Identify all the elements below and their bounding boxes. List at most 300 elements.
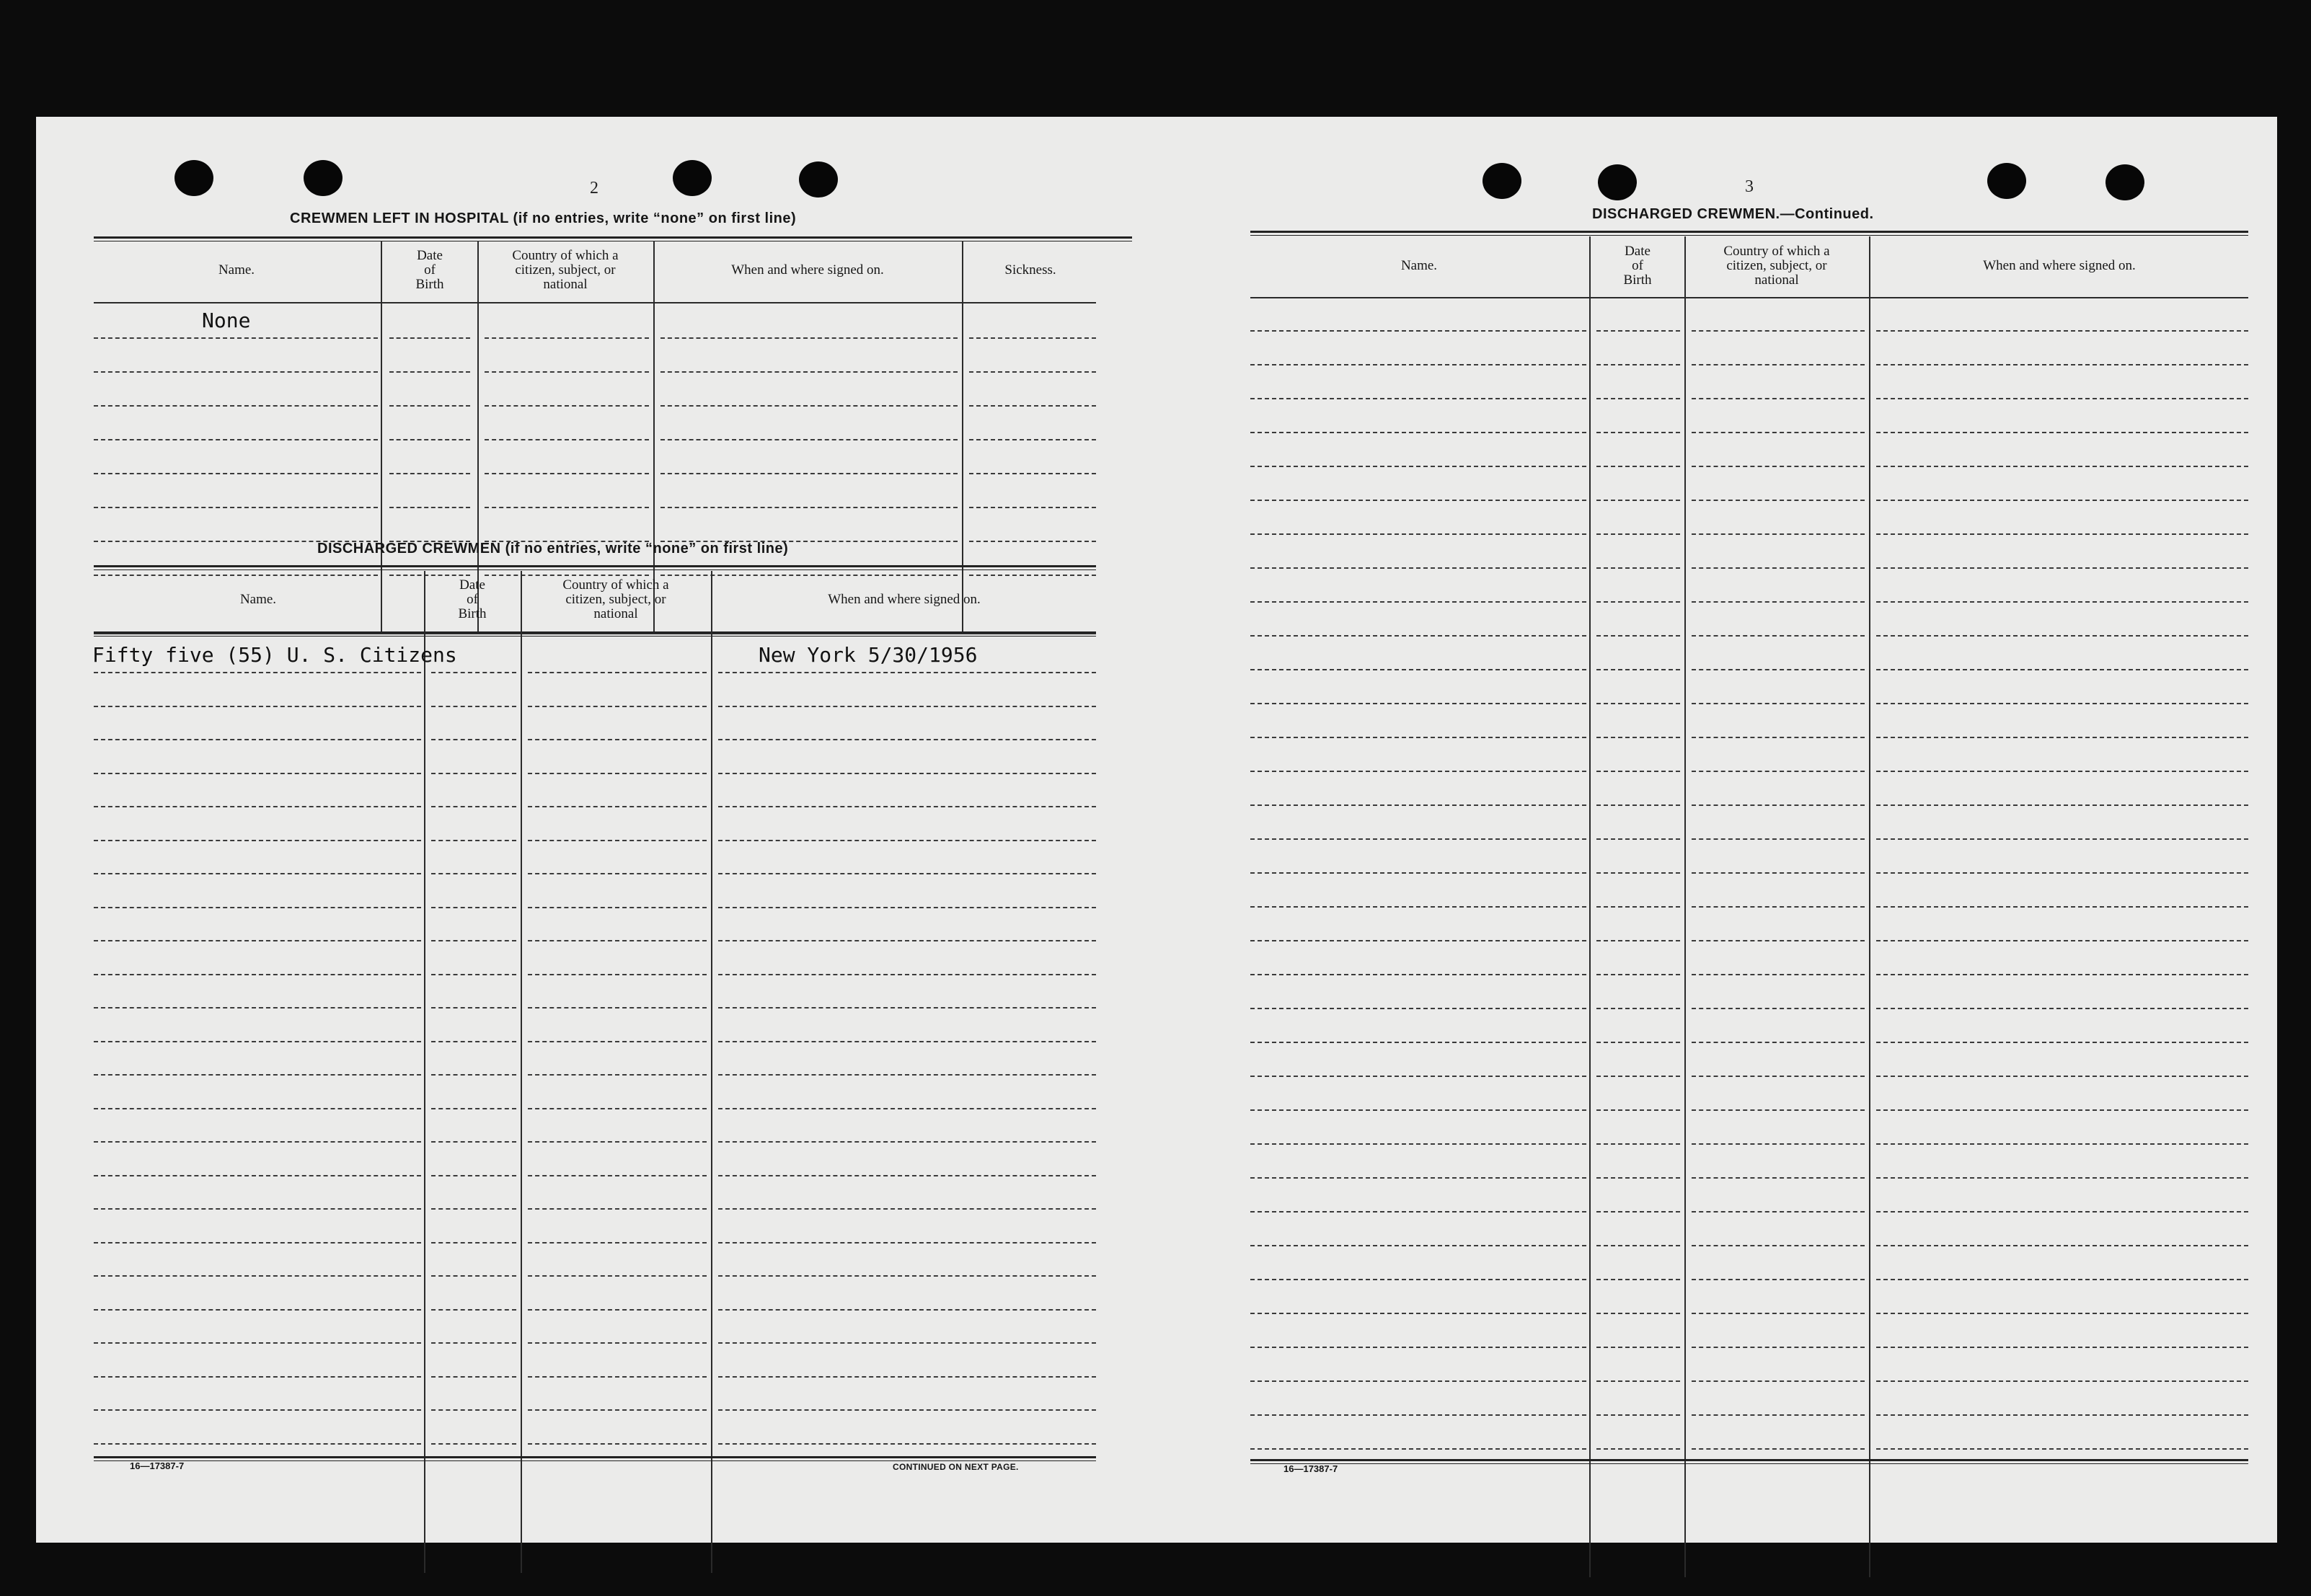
- header-rule: [1250, 231, 2248, 236]
- ruled-line: [94, 1141, 421, 1143]
- ruled-line: [1876, 737, 2248, 738]
- ruled-line: [660, 473, 958, 474]
- ruled-line: [718, 1141, 1096, 1143]
- ruled-line: [1876, 1143, 2248, 1145]
- ruled-line: [528, 1242, 707, 1243]
- ruled-line: [1876, 364, 2248, 365]
- ruled-line: [431, 1443, 516, 1445]
- ruled-line: [969, 507, 1096, 508]
- column-divider: [1684, 236, 1686, 1577]
- ruled-line: [389, 371, 470, 373]
- ruled-line: [1876, 1347, 2248, 1348]
- ruled-line: [94, 337, 378, 339]
- ruled-line: [431, 1376, 516, 1378]
- ruled-line: [1250, 940, 1586, 941]
- ruled-line: [94, 940, 421, 941]
- ruled-line: [1596, 567, 1680, 569]
- ruled-line: [1250, 533, 1586, 535]
- ruled-line: [1596, 669, 1680, 670]
- form-code: 16—17387-7: [1283, 1463, 1338, 1474]
- ruled-line: [1692, 1143, 1865, 1145]
- ruled-line: [528, 1007, 707, 1008]
- ruled-line: [1692, 804, 1865, 806]
- ruled-line: [718, 806, 1096, 807]
- ruled-line: [1692, 906, 1865, 908]
- ruled-line: [1876, 1279, 2248, 1280]
- ruled-line: [528, 907, 707, 908]
- hospital-col-dob: Date of Birth: [415, 248, 444, 292]
- ruled-line: [1876, 500, 2248, 501]
- ruled-line: [528, 1443, 707, 1445]
- ruled-line: [969, 541, 1096, 542]
- ruled-line: [431, 1175, 516, 1176]
- page-left: [36, 117, 1175, 1543]
- ruled-line: [1596, 432, 1680, 433]
- ruled-line: [660, 337, 958, 339]
- ruled-line: [528, 1208, 707, 1210]
- ruled-line: [94, 840, 421, 841]
- ruled-line: [431, 773, 516, 774]
- discharged-col-name: Name.: [239, 592, 277, 607]
- ruled-line: [528, 840, 707, 841]
- ruled-line: [718, 974, 1096, 975]
- ruled-line: [1876, 533, 2248, 535]
- ruled-line: [1692, 1414, 1865, 1416]
- ruled-line: [1596, 1347, 1680, 1348]
- ruled-line: [1692, 1279, 1865, 1280]
- punch-hole: [174, 160, 213, 196]
- ruled-line: [485, 473, 649, 474]
- ruled-line: [1876, 1245, 2248, 1246]
- continued-note: CONTINUED ON NEXT PAGE.: [893, 1462, 1019, 1472]
- ruled-line: [1692, 398, 1865, 399]
- ruled-line: [1250, 330, 1586, 332]
- ruled-line: [1692, 669, 1865, 670]
- ruled-line: [1596, 635, 1680, 637]
- ruled-line: [431, 974, 516, 975]
- continued-col-dob: Date of Birth: [1623, 244, 1652, 288]
- ruled-line: [94, 773, 421, 774]
- page-number: 3: [1745, 177, 1754, 196]
- punch-hole: [1598, 164, 1637, 200]
- ruled-line: [431, 806, 516, 807]
- ruled-line: [718, 1443, 1096, 1445]
- discharged-entry-signed: New York 5/30/1956: [759, 643, 978, 667]
- column-divider: [521, 571, 522, 1573]
- ruled-line: [1692, 601, 1865, 603]
- ruled-line: [1250, 906, 1586, 908]
- ruled-line: [1250, 1211, 1586, 1212]
- hospital-entry-name: None: [202, 309, 251, 332]
- column-divider: [1589, 236, 1591, 1577]
- ruled-line: [1596, 466, 1680, 467]
- ruled-line: [1596, 1042, 1680, 1043]
- ruled-line: [1692, 1177, 1865, 1179]
- ruled-line: [528, 1141, 707, 1143]
- ruled-line: [1596, 601, 1680, 603]
- ruled-line: [1692, 330, 1865, 332]
- ruled-line: [1876, 838, 2248, 840]
- ruled-line: [1250, 364, 1586, 365]
- ruled-line: [431, 1108, 516, 1109]
- ruled-line: [94, 473, 378, 474]
- ruled-line: [431, 1074, 516, 1076]
- ruled-line: [94, 1409, 421, 1411]
- ruled-line: [1876, 466, 2248, 467]
- ruled-line: [528, 1275, 707, 1277]
- ruled-line: [1876, 398, 2248, 399]
- ruled-line: [1692, 1347, 1865, 1348]
- ruled-line: [1250, 1143, 1586, 1145]
- ruled-line: [94, 1275, 421, 1277]
- ruled-line: [1250, 1245, 1586, 1246]
- hospital-header-underline: [94, 302, 1096, 303]
- ruled-line: [528, 1175, 707, 1176]
- ruled-line: [1692, 635, 1865, 637]
- ruled-line: [528, 873, 707, 874]
- ruled-line: [1876, 1076, 2248, 1077]
- ruled-line: [718, 940, 1096, 941]
- ruled-line: [1692, 1076, 1865, 1077]
- ruled-line: [1692, 567, 1865, 569]
- ruled-line: [969, 405, 1096, 407]
- ruled-line: [1596, 500, 1680, 501]
- ruled-line: [94, 1443, 421, 1445]
- ruled-line: [718, 1309, 1096, 1311]
- ruled-line: [660, 405, 958, 407]
- ruled-line: [94, 1074, 421, 1076]
- ruled-line: [94, 1041, 421, 1042]
- ruled-line: [431, 1208, 516, 1210]
- ruled-line: [660, 371, 958, 373]
- ruled-line: [1596, 533, 1680, 535]
- continued-col-signed: When and where signed on.: [1983, 258, 2136, 273]
- ruled-line: [1692, 1042, 1865, 1043]
- ruled-line: [1596, 1279, 1680, 1280]
- ruled-line: [1876, 906, 2248, 908]
- ruled-line: [431, 1242, 516, 1243]
- ruled-line: [528, 1108, 707, 1109]
- ruled-line: [431, 1141, 516, 1143]
- ruled-line: [485, 439, 649, 440]
- ruled-line: [1692, 364, 1865, 365]
- ruled-line: [1596, 1313, 1680, 1314]
- ruled-line: [1876, 1177, 2248, 1179]
- ruled-line: [528, 1376, 707, 1378]
- ruled-line: [718, 1376, 1096, 1378]
- ruled-line: [1250, 838, 1586, 840]
- ruled-line: [389, 337, 470, 339]
- ruled-line: [94, 806, 421, 807]
- bottom-rule: [94, 1456, 1096, 1461]
- ruled-line: [1692, 940, 1865, 941]
- ruled-line: [1692, 703, 1865, 704]
- hospital-col-name: Name.: [218, 262, 255, 278]
- ruled-line: [94, 974, 421, 975]
- ruled-line: [1876, 1042, 2248, 1043]
- ruled-line: [389, 439, 470, 440]
- ruled-line: [94, 439, 378, 440]
- ruled-line: [1692, 533, 1865, 535]
- ruled-line: [1596, 1143, 1680, 1145]
- ruled-line: [431, 1409, 516, 1411]
- ruled-line: [1692, 1008, 1865, 1009]
- ruled-line: [1596, 804, 1680, 806]
- ruled-line: [1250, 1380, 1586, 1382]
- ruled-line: [1876, 330, 2248, 332]
- ruled-line: [1596, 974, 1680, 975]
- ruled-line: [1692, 466, 1865, 467]
- ruled-line: [1876, 567, 2248, 569]
- punch-hole: [673, 160, 712, 196]
- ruled-line: [969, 439, 1096, 440]
- ruled-line: [1876, 601, 2248, 603]
- ruled-line: [94, 1108, 421, 1109]
- ruled-line: [1250, 567, 1586, 569]
- ruled-line: [389, 405, 470, 407]
- ruled-line: [718, 1242, 1096, 1243]
- hospital-col-signed: When and where signed on.: [731, 262, 884, 278]
- ruled-line: [1876, 872, 2248, 874]
- bottom-rule: [1250, 1459, 2248, 1464]
- ruled-line: [1876, 1448, 2248, 1450]
- ruled-line: [1596, 940, 1680, 941]
- ruled-line: [528, 974, 707, 975]
- header-rule: [94, 565, 1096, 570]
- ruled-line: [1250, 1042, 1586, 1043]
- ruled-line: [1250, 1008, 1586, 1009]
- hospital-col-sickness: Sickness.: [1004, 262, 1056, 278]
- ruled-line: [1692, 838, 1865, 840]
- ruled-line: [1876, 1313, 2248, 1314]
- ruled-line: [94, 371, 378, 373]
- ruled-line: [969, 371, 1096, 373]
- ruled-line: [431, 907, 516, 908]
- ruled-line: [94, 907, 421, 908]
- ruled-line: [718, 1409, 1096, 1411]
- ruled-line: [1596, 1448, 1680, 1450]
- ruled-line: [1876, 635, 2248, 637]
- ruled-line: [1692, 1448, 1865, 1450]
- ruled-line: [528, 706, 707, 707]
- continued-col-country: Country of which a citizen, subject, or national: [1723, 244, 1830, 288]
- ruled-line: [94, 1242, 421, 1243]
- ruled-line: [1250, 804, 1586, 806]
- ruled-line: [431, 1007, 516, 1008]
- ruled-line: [718, 1275, 1096, 1277]
- ruled-line: [1876, 974, 2248, 975]
- document-sheet: [36, 117, 2277, 1543]
- ruled-line: [1250, 601, 1586, 603]
- ruled-line: [1250, 737, 1586, 738]
- ruled-line: [485, 337, 649, 339]
- ruled-line: [1250, 703, 1586, 704]
- ruled-line: [660, 507, 958, 508]
- ruled-line: [1876, 1211, 2248, 1212]
- ruled-line: [431, 840, 516, 841]
- ruled-line: [431, 672, 516, 673]
- ruled-line: [1250, 1177, 1586, 1179]
- ruled-line: [1876, 804, 2248, 806]
- ruled-line: [389, 473, 470, 474]
- ruled-line: [528, 1074, 707, 1076]
- ruled-line: [1250, 1414, 1586, 1416]
- ruled-line: [431, 1275, 516, 1277]
- ruled-line: [718, 1074, 1096, 1076]
- discharged-section-title: DISCHARGED CREWMEN (if no entries, write “none” on first line): [317, 541, 789, 557]
- ruled-line: [1250, 1347, 1586, 1348]
- ruled-line: [1692, 1245, 1865, 1246]
- ruled-line: [1876, 669, 2248, 670]
- ruled-line: [1250, 635, 1586, 637]
- ruled-line: [1596, 703, 1680, 704]
- page-right: [1175, 117, 2277, 1543]
- column-divider: [1869, 236, 1870, 1577]
- ruled-line: [1692, 872, 1865, 874]
- ruled-line: [1596, 771, 1680, 772]
- ruled-line: [1596, 1414, 1680, 1416]
- ruled-line: [1692, 974, 1865, 975]
- ruled-line: [94, 739, 421, 740]
- discharged-col-signed: When and where signed on.: [828, 592, 981, 607]
- ruled-line: [528, 672, 707, 673]
- ruled-line: [528, 806, 707, 807]
- ruled-line: [431, 706, 516, 707]
- ruled-line: [718, 1108, 1096, 1109]
- ruled-line: [528, 739, 707, 740]
- punch-hole: [1483, 163, 1521, 199]
- ruled-line: [1596, 330, 1680, 332]
- ruled-line: [1692, 1380, 1865, 1382]
- ruled-line: [1596, 1380, 1680, 1382]
- ruled-line: [718, 1041, 1096, 1042]
- ruled-line: [718, 840, 1096, 841]
- ruled-line: [528, 1342, 707, 1344]
- ruled-line: [718, 706, 1096, 707]
- continued-col-name: Name.: [1400, 258, 1438, 273]
- page-number: 2: [590, 179, 598, 198]
- ruled-line: [528, 1309, 707, 1311]
- ruled-line: [528, 1041, 707, 1042]
- ruled-line: [431, 940, 516, 941]
- ruled-line: [718, 1342, 1096, 1344]
- ruled-line: [528, 773, 707, 774]
- ruled-line: [1250, 500, 1586, 501]
- ruled-line: [1596, 737, 1680, 738]
- ruled-line: [1250, 1448, 1586, 1450]
- ruled-line: [718, 907, 1096, 908]
- ruled-line: [94, 1309, 421, 1311]
- ruled-line: [389, 507, 470, 508]
- ruled-line: [528, 940, 707, 941]
- ruled-line: [1692, 771, 1865, 772]
- ruled-line: [94, 672, 421, 673]
- ruled-line: [94, 507, 378, 508]
- ruled-line: [431, 1342, 516, 1344]
- ruled-line: [718, 873, 1096, 874]
- ruled-line: [1250, 1313, 1586, 1314]
- ruled-line: [1250, 771, 1586, 772]
- ruled-line: [1596, 872, 1680, 874]
- ruled-line: [94, 873, 421, 874]
- ruled-line: [1596, 1076, 1680, 1077]
- column-divider: [711, 571, 712, 1573]
- ruled-line: [528, 1409, 707, 1411]
- ruled-line: [718, 1208, 1096, 1210]
- ruled-line: [1692, 1109, 1865, 1111]
- ruled-line: [1596, 1245, 1680, 1246]
- ruled-line: [1876, 1414, 2248, 1416]
- ruled-line: [1250, 669, 1586, 670]
- ruled-line: [1250, 466, 1586, 467]
- ruled-line: [1596, 838, 1680, 840]
- ruled-line: [485, 405, 649, 407]
- ruled-line: [718, 1175, 1096, 1176]
- ruled-line: [485, 371, 649, 373]
- discharged-header-underline: [94, 633, 1096, 634]
- ruled-line: [1692, 1211, 1865, 1212]
- ruled-line: [94, 1376, 421, 1378]
- ruled-line: [94, 405, 378, 407]
- ruled-line: [1692, 432, 1865, 433]
- ruled-line: [94, 1175, 421, 1176]
- ruled-line: [1250, 1109, 1586, 1111]
- ruled-line: [1596, 906, 1680, 908]
- ruled-line: [1250, 872, 1586, 874]
- ruled-line: [969, 337, 1096, 339]
- ruled-line: [1596, 1177, 1680, 1179]
- punch-hole: [799, 161, 838, 198]
- ruled-line: [431, 739, 516, 740]
- ruled-line: [1250, 432, 1586, 433]
- punch-hole: [304, 160, 343, 196]
- discharged-entry-name: Fifty five (55) U. S. Citizens: [92, 643, 457, 667]
- ruled-line: [718, 1007, 1096, 1008]
- punch-hole: [2105, 164, 2144, 200]
- ruled-line: [1250, 1279, 1586, 1280]
- ruled-line: [1250, 974, 1586, 975]
- hospital-col-country: Country of which a citizen, subject, or national: [512, 248, 619, 292]
- ruled-line: [1250, 398, 1586, 399]
- ruled-line: [94, 706, 421, 707]
- ruled-line: [1876, 1008, 2248, 1009]
- punch-hole: [1987, 163, 2026, 199]
- discharged-continued-title: DISCHARGED CREWMEN.—Continued.: [1592, 206, 1874, 222]
- ruled-line: [1596, 1109, 1680, 1111]
- ruled-line: [718, 773, 1096, 774]
- ruled-line: [718, 672, 1096, 673]
- ruled-line: [431, 873, 516, 874]
- ruled-line: [1876, 1380, 2248, 1382]
- ruled-line: [718, 739, 1096, 740]
- ruled-line: [94, 1342, 421, 1344]
- ruled-line: [1596, 1211, 1680, 1212]
- ruled-line: [1692, 1313, 1865, 1314]
- discharged-col-country: Country of which a citizen, subject, or national: [562, 577, 669, 621]
- form-code: 16—17387-7: [130, 1460, 185, 1471]
- ruled-line: [1692, 737, 1865, 738]
- ruled-line: [1692, 500, 1865, 501]
- ruled-line: [485, 507, 649, 508]
- ruled-line: [1596, 364, 1680, 365]
- ruled-line: [660, 439, 958, 440]
- ruled-line: [1876, 432, 2248, 433]
- ruled-line: [1876, 703, 2248, 704]
- discharged-col-dob: Date of Birth: [458, 577, 487, 621]
- ruled-line: [1876, 771, 2248, 772]
- ruled-line: [1250, 1076, 1586, 1077]
- ruled-line: [94, 1208, 421, 1210]
